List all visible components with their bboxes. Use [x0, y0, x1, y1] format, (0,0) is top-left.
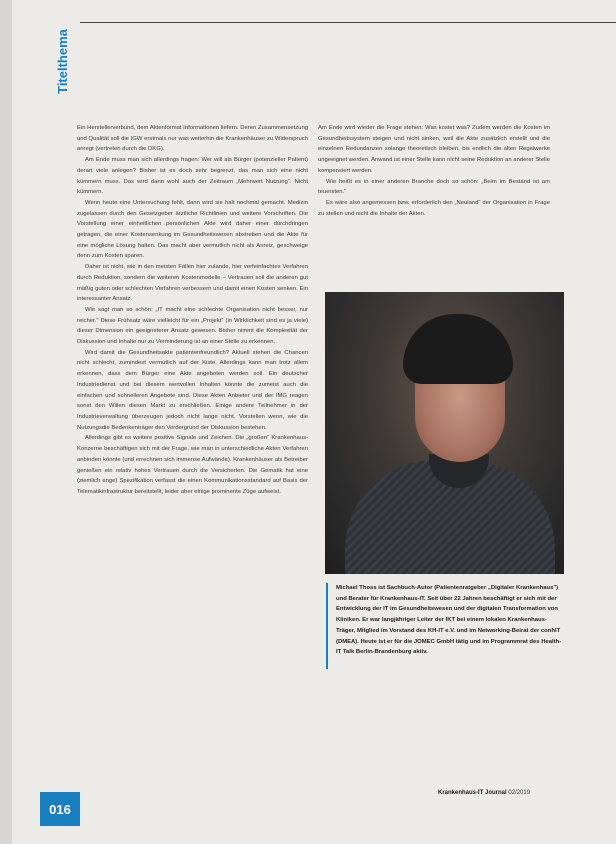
paragraph: Am Ende muss man sich allerdings fragen: Wer will als Bürger (potenzieller Patient) derart viele anlegen? Bisher ist es doch sehr begrenzt, das man sich eine nicht kümmern muss. Das wird dann wohl auch der Zeitraum „Mehrwert Nutzung". Nicht kümmern. — [77, 157, 308, 196]
caption-accent-bar — [326, 583, 328, 669]
paragraph: Wenn heute eine Untersuchung fehlt, dann wird sie halt nochmal gemacht. Medizin zugelassen durch den Gesetzgeber ärztliche Richtlinien und weitere Vorschriften. Die Vorstellung einer einheitlichen persönlichen Akte wird daher einer durchdringen getragen, die einer Kostensenkung im Gesundheitswesen abstreben und die Akte für eine mögliche Lösung halten. Das macht aber vermutlich nicht als Anreiz, geschweige denn zum Kosten sparen. — [77, 199, 308, 260]
top-rule — [80, 22, 616, 23]
paragraph: Allerdings gibt es weitere positive Signale und Zeichen. Die „großen" Krankenhaus-Konzerne beschäftigen sich mit der Frage, wie man in unterschiedliche Akten Verfahren anbinden könnte (und errechnen sich immense Aufwände). Krankenhäuser als Betreiber genießen ein relativ hohes Vertrauen durch die Versicherten. Die Gematik hat eine (ziemlich enge) Spezifikation verfasst die einen Kommunikationsstandard auf Basis der Telematikinfrastruktur bereitstellt, leider aber einige prominente Züge aufweist. — [77, 435, 308, 495]
page-spine — [0, 0, 12, 844]
paragraph: Es wäre also angemessen bzw. erforderlich den „Neuland" der Organisation in Frage zu stellen und nicht die Inhalte der Akten. — [318, 199, 550, 217]
paragraph: Am Ende wird wieder die Frage stehen: Was kostet was? Zudem werden die Kosten im Gesundheitssystem steigen und nicht sinken, weil die Akte zusätzlich erstellt und die einzelnen Redundanzen solange theoretisch bleiben, bis endlich die alten Regelwerke ungeeignet werden. Anwand ist einer Stelle kann nicht seine Reduktion an anderer Stelle kompensiert werden. — [318, 125, 550, 174]
author-caption: Michael Thoss ist Sachbuch-Autor (Patientenratgeber „Digitaler Krankenhaus") und Berater für Krankenhaus-IT. Seit über 22 Jahren beschäftigt er sich mit der Entwicklung der IT im Gesundheitswesen und der digitalen Transformation von Kliniken. Er war langjähriger Leiter der IKT bei einem lokalen Krankenhaus-Träger, Mitglied im Vorstand des KH-IT e.V. und im Networking-Beirat der conhIT (DMEA). Heute ist er für die JOMEC GmbH tätig und im Programmrat des Health-IT Talk Berlin-Brandenburg aktiv. — [336, 585, 562, 656]
footer-journal — [438, 790, 530, 796]
page-number: 016 — [40, 792, 80, 826]
paragraph: Ein Herstellerverbund, dem Aktenformat Informationen liefern. Deren Zusammensetzung und Qualität soll die IGW erstmals nur was weiterhin die Krankenhäuser zu Widerspruch anregt (vertreten durch die DKG). — [77, 125, 308, 153]
paragraph: Wird damit die Gesundheitsakte patientenfreundlich? Aktuell stehen die Chancen nicht schlecht, zumindest vermutlich auf der Kiste. Allerdings kann man trotz allem erkennen, dass dem Bürger eine Akte angeboten werden soll. Ein deutscher Industriedienst und bei diesem wertvollen Inhalten könnte die zumeist auch die einfachen und schnelleren Angebote sind. Diese Akten Anbieter und der IMG reagen sonst den Willen diesen Markt zu erschließen. Einige andere Teilnehmer in der Industrieverwaltung überzeugen jedoch nicht lange nicht. Vorstellen wenn, wie die Nutzungsdie Bedenkenträger den Vordergrund der Diskussion bestehen. — [77, 349, 308, 431]
article-left-column — [77, 123, 308, 498]
paragraph: Wie heißt es in einer anderen Branche doch so schön: „Beim im Bestand ist am teuersten." — [318, 178, 550, 196]
article-right-column — [318, 123, 550, 219]
portrait-hair — [403, 314, 513, 384]
paragraph: Daher ist nicht, wie in den meisten Fällen hier zulande, hier verfeinfachtes Verfahren durch Reduktion, sondern die weiteren Kostenmodelle – Vertrauen soll die anderen gut mäßig guten oder schlechten Verfahren verbessern und damit einen Kosten senken. Ein interessanter Ansatz. — [77, 264, 308, 303]
author-portrait-photo — [325, 292, 564, 574]
footer-journal-name: Krankenhaus-IT Journal — [438, 790, 507, 796]
footer-issue: 02/2019 — [508, 790, 531, 796]
section-label: Titelthema — [54, 28, 70, 94]
paragraph: Wie sagt man so schön: „IT macht eine schlechte Organisation nicht besser, nur reicher." Diese Frühsatz wäre vielleicht für ein „Projekt" (in Wirklichkeit sind es ja viele) dieser Dimension ein geeigneterer Ansatz gewesen. Bisher nimmt die Komplexität der Diskussion und Inhalte nur zu Verminderung ist an einer Stelle zu erkennen. — [77, 306, 308, 346]
